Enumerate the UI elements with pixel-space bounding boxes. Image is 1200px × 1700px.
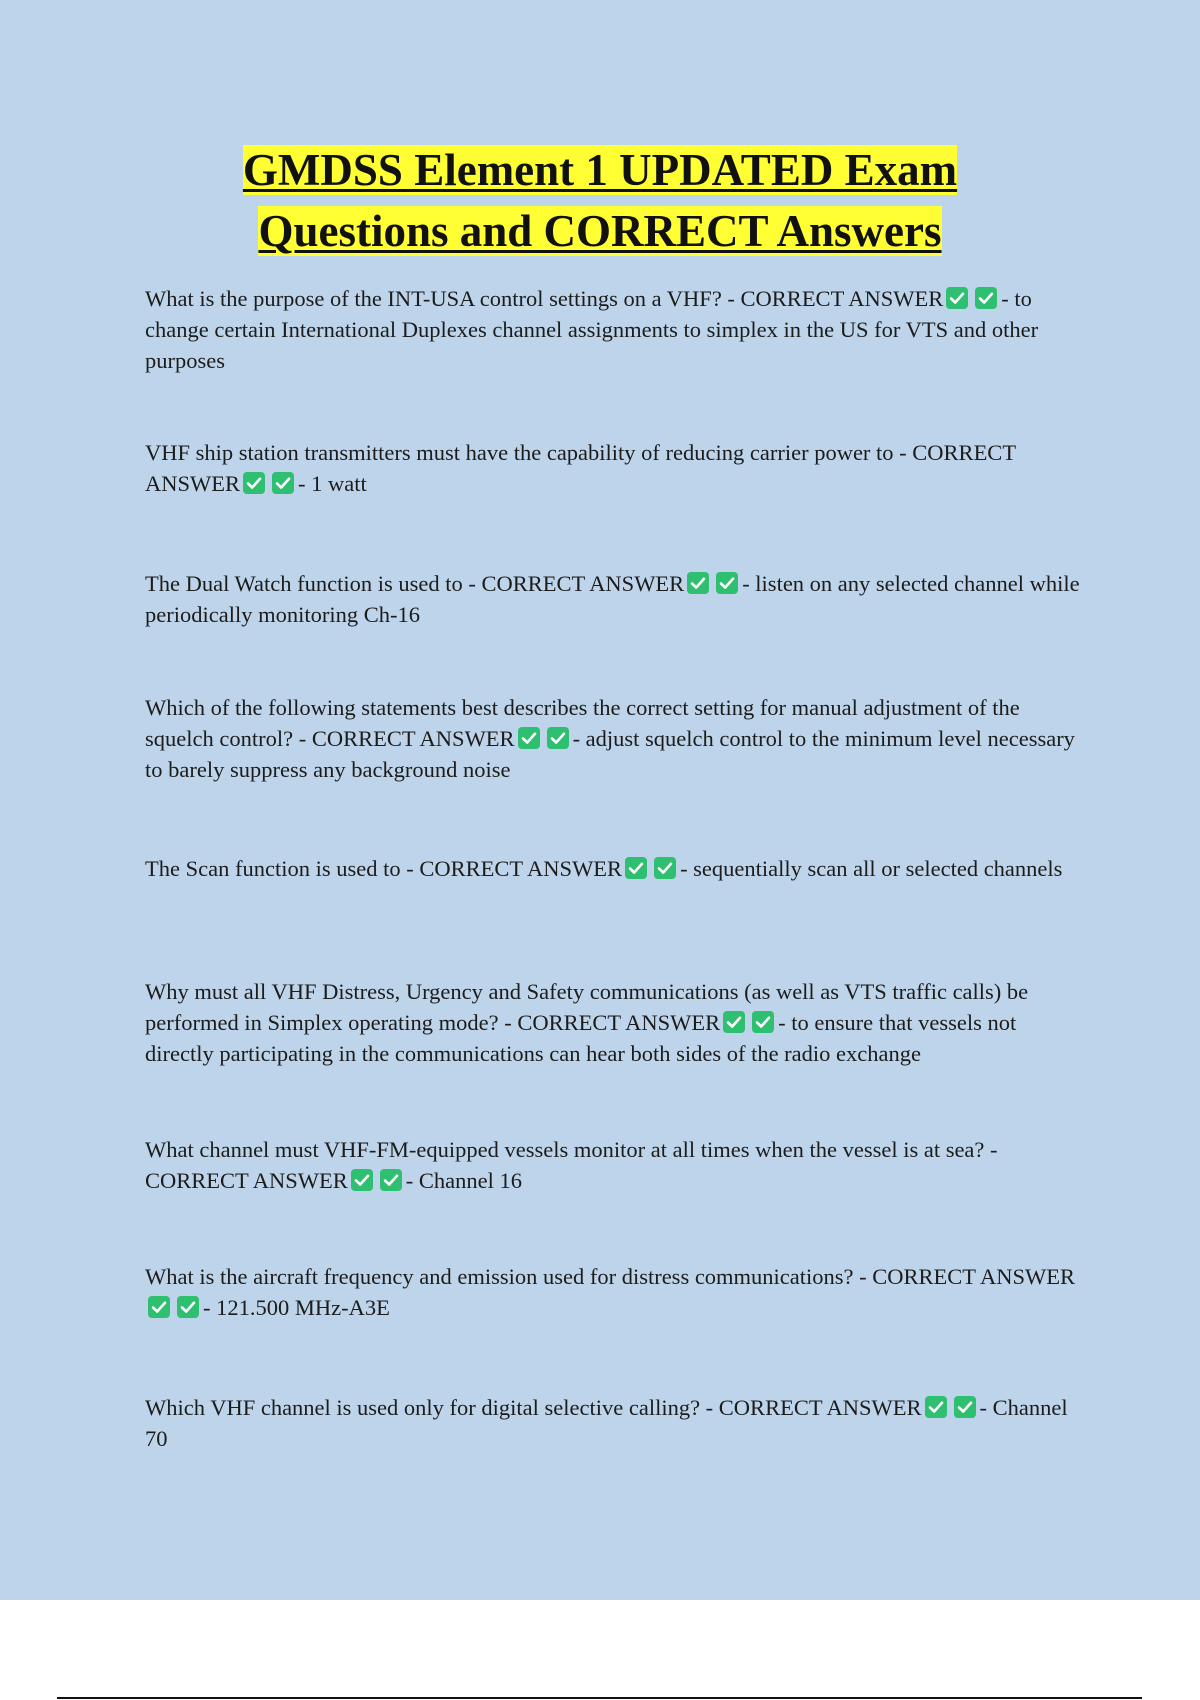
question-text: VHF ship station transmitters must have the capability of reducing carrier power to - CORRECT ANSWER: [145, 440, 1016, 496]
check-mark-icon: [954, 1396, 976, 1418]
check-mark-icon: [925, 1396, 947, 1418]
qa-item: [145, 976, 1090, 1069]
check-mark-icon: [752, 1011, 774, 1033]
check-mark-icon: [975, 287, 997, 309]
check-mark-icon: [177, 1296, 199, 1318]
question-text: Why must all VHF Distress, Urgency and Safety communications (as well as VTS traffic calls) be performed in Simplex operating mode? - CORRECT ANSWER: [145, 979, 1029, 1035]
document-title: [0, 140, 1200, 262]
check-mark-icon: [351, 1169, 373, 1191]
check-mark-icon: [380, 1169, 402, 1191]
question-text: The Scan function is used to - CORRECT ANSWER: [145, 856, 623, 881]
answer-text: - Channel 70: [145, 1395, 1068, 1451]
question-text: Which VHF channel is used only for digital selective calling? - CORRECT ANSWER: [145, 1395, 922, 1420]
question-text: What is the aircraft frequency and emission used for distress communications? - CORRECT ANSWER: [145, 1264, 1076, 1289]
qa-item: [145, 568, 1090, 630]
qa-item: [145, 853, 1090, 884]
question-text: The Dual Watch function is used to - CORRECT ANSWER: [145, 571, 685, 596]
question-text: What is the purpose of the INT-USA control settings on a VHF? - CORRECT ANSWER: [145, 286, 944, 311]
answer-text: - Channel 16: [405, 1168, 522, 1193]
qa-item: [145, 1134, 1090, 1196]
question-text: Which of the following statements best describes the correct setting for manual adjustment of the squelch control? - CORRECT ANSWER: [145, 695, 1020, 751]
qa-item: [145, 1261, 1090, 1323]
question-text: What channel must VHF-FM-equipped vessels monitor at all times when the vessel is at sea? - CORRECT ANSWER: [145, 1137, 998, 1193]
answer-text: - listen on any selected channel while periodically monitoring Ch-16: [145, 571, 1080, 627]
check-mark-icon: [547, 727, 569, 749]
title-line-2: Questions and CORRECT Answers: [258, 206, 942, 256]
check-mark-icon: [243, 472, 265, 494]
check-mark-icon: [716, 572, 738, 594]
answer-text: - to change certain International Duplexes channel assignments to simplex in the US for VTS and other purposes: [145, 286, 1039, 373]
answer-text: - 121.500 MHz-A3E: [203, 1295, 390, 1320]
answer-text: - to ensure that vessels not directly participating in the communications can hear both sides of the radio exchange: [145, 1010, 1017, 1066]
qa-item: [145, 283, 1090, 376]
footer-divider: [57, 1697, 1142, 1699]
qa-item: [145, 692, 1090, 785]
check-mark-icon: [518, 727, 540, 749]
check-mark-icon: [148, 1296, 170, 1318]
check-mark-icon: [625, 857, 647, 879]
check-mark-icon: [272, 472, 294, 494]
qa-item: [145, 437, 1090, 499]
check-mark-icon: [723, 1011, 745, 1033]
answer-text: - sequentially scan all or selected channels: [680, 856, 1063, 881]
check-mark-icon: [946, 287, 968, 309]
answer-text: - adjust squelch control to the minimum level necessary to barely suppress any background noise: [145, 726, 1075, 782]
check-mark-icon: [687, 572, 709, 594]
check-mark-icon: [654, 857, 676, 879]
title-line-1: GMDSS Element 1 UPDATED Exam: [242, 145, 958, 195]
answer-text: - 1 watt: [298, 471, 367, 496]
qa-item: [145, 1392, 1090, 1454]
